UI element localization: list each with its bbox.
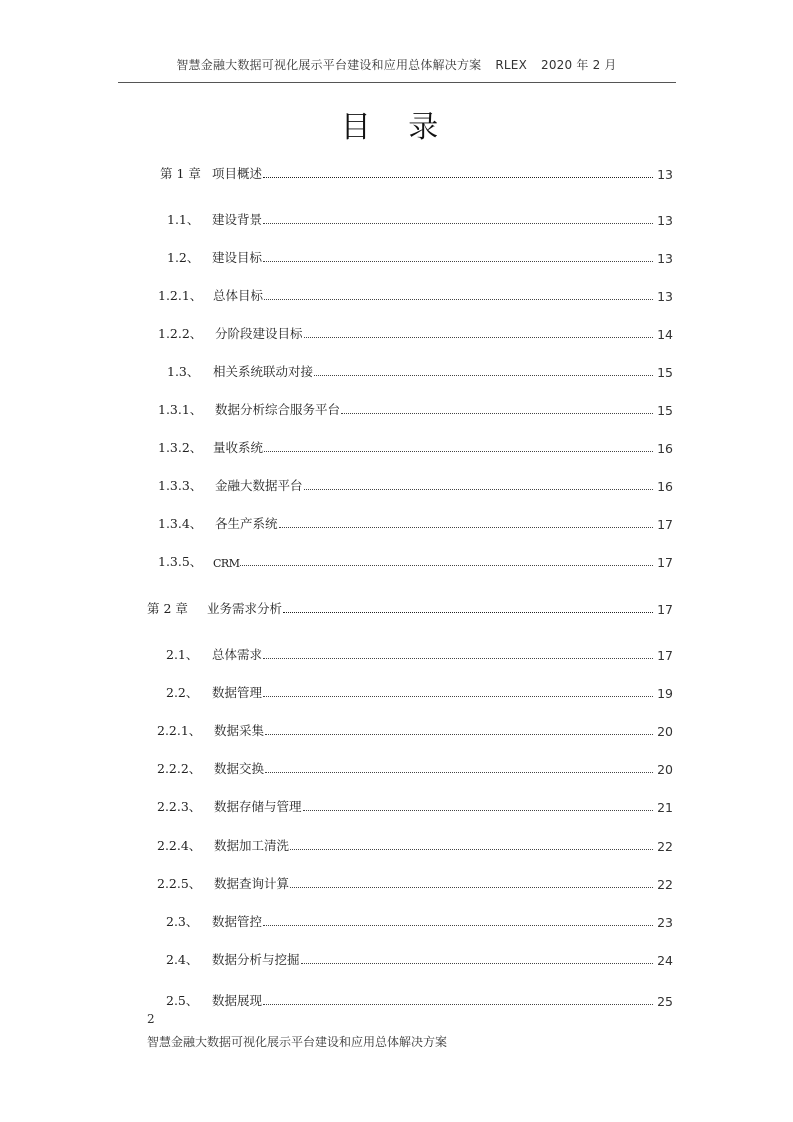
toc-entry-page: 15 [657, 403, 673, 418]
toc-entry-1-3-5[interactable] [158, 552, 673, 570]
toc-leader-dots [301, 962, 654, 964]
toc-entry-page: 17 [657, 517, 673, 532]
toc-leader-dots [264, 450, 653, 452]
toc-entry-label: 总体目标 [213, 288, 264, 303]
toc-entry-label: 数据交换 [214, 761, 265, 776]
toc-entry-number: 2.5、 [166, 993, 199, 1008]
toc-entry-page: 17 [657, 555, 673, 570]
toc-entry-label: 项目概述 [212, 166, 263, 181]
toc-entry-1-3[interactable] [167, 362, 673, 380]
toc-leader-dots [263, 657, 653, 659]
toc-entry-number: 1.3.2、 [158, 440, 203, 455]
toc-entry-page: 23 [657, 915, 673, 930]
toc-entry-page: 24 [657, 953, 673, 968]
toc-entry-page: 25 [657, 994, 673, 1009]
toc-leader-dots [304, 488, 654, 490]
toc-leader-dots [303, 809, 654, 811]
toc-entry-chapter-2[interactable] [147, 599, 673, 617]
toc-entry-page: 17 [657, 648, 673, 663]
toc-entry-page: 13 [657, 213, 673, 228]
toc-entry-2-2-4[interactable] [157, 836, 673, 854]
toc-entry-label: 建设目标 [212, 250, 263, 265]
toc-entry-chapter-1[interactable] [160, 164, 673, 182]
toc-entry-page: 14 [657, 327, 673, 342]
toc-entry-2-1[interactable] [166, 645, 673, 663]
toc-entry-number: 2.2、 [166, 685, 199, 700]
toc-entry-2-2-3[interactable] [157, 797, 673, 815]
toc-entry-1-1[interactable] [167, 210, 673, 228]
toc-entry-label: 分阶段建设目标 [215, 326, 303, 341]
toc-entry-page: 16 [657, 441, 673, 456]
toc-entry-label: 相关系统联动对接 [213, 364, 314, 379]
toc-entry-number: 2.2.2、 [157, 761, 202, 776]
toc-leader-dots [263, 222, 653, 224]
toc-entry-label: 数据分析综合服务平台 [215, 402, 341, 417]
toc-entry-2-2-5[interactable] [157, 874, 673, 892]
toc-entry-number: 1.2.1、 [158, 288, 203, 303]
toc-entry-1-2-1[interactable] [158, 286, 673, 304]
toc-title: 目 录 [340, 110, 453, 145]
toc-entry-1-3-2[interactable] [158, 438, 673, 456]
toc-leader-dots [279, 526, 654, 528]
toc-entry-number: 1.3.1、 [158, 402, 203, 417]
toc-entry-label: 数据加工清洗 [214, 838, 290, 853]
toc-entry-page: 19 [657, 686, 673, 701]
footer-page-number: 2 [147, 1012, 155, 1026]
toc-leader-dots [263, 260, 653, 262]
toc-entry-label: 数据分析与挖掘 [212, 952, 300, 967]
toc-entry-number: 1.1、 [167, 212, 200, 227]
toc-entry-label: 数据管理 [212, 685, 263, 700]
toc-entry-page: 22 [657, 877, 673, 892]
toc-entry-label: CRM [213, 557, 240, 570]
toc-entry-page: 13 [657, 289, 673, 304]
toc-entry-number: 第 1 章 [160, 166, 201, 181]
toc-entry-number: 2.4、 [166, 952, 199, 967]
toc-entry-label: 数据管控 [212, 914, 263, 929]
toc-entry-2-3[interactable] [166, 912, 673, 930]
toc-entry-page: 13 [657, 167, 673, 182]
toc-entry-number: 2.1、 [166, 647, 199, 662]
toc-entry-1-3-4[interactable] [158, 514, 673, 532]
toc-entry-1-2[interactable] [167, 248, 673, 266]
toc-entry-page: 20 [657, 724, 673, 739]
footer-title: 智慧金融大数据可视化展示平台建设和应用总体解决方案 [147, 1035, 448, 1049]
toc-entry-2-2-1[interactable] [157, 721, 673, 739]
toc-leader-dots [341, 412, 653, 414]
toc-entry-number: 2.2.4、 [157, 838, 202, 853]
toc-entry-1-3-1[interactable] [158, 400, 673, 418]
toc-leader-dots [263, 1003, 653, 1005]
toc-entry-2-2[interactable] [166, 683, 673, 701]
header-brand: RLEX [495, 58, 528, 72]
toc-entry-2-5[interactable] [166, 991, 673, 1009]
toc-entry-number: 1.2、 [167, 250, 200, 265]
toc-leader-dots [240, 564, 653, 566]
toc-entry-page: 17 [657, 602, 673, 617]
toc-entry-page: 15 [657, 365, 673, 380]
toc-leader-dots [265, 771, 653, 773]
toc-entry-2-4[interactable] [166, 950, 673, 968]
toc-entry-label: 建设背景 [212, 212, 263, 227]
toc-entry-number: 1.2.2、 [158, 326, 203, 341]
toc-entry-number: 2.3、 [166, 914, 199, 929]
toc-entry-page: 21 [657, 800, 673, 815]
toc-entry-number: 1.3、 [167, 364, 200, 379]
toc-entry-page: 20 [657, 762, 673, 777]
toc-leader-dots [314, 374, 653, 376]
toc-entry-page: 16 [657, 479, 673, 494]
toc-entry-page: 13 [657, 251, 673, 266]
toc-leader-dots [290, 886, 653, 888]
toc-entry-1-3-3[interactable] [158, 476, 673, 494]
toc-entry-label: 业务需求分析 [207, 601, 283, 616]
toc-entry-number: 2.2.1、 [157, 723, 202, 738]
toc-entry-label: 总体需求 [212, 647, 263, 662]
toc-entry-label: 数据查询计算 [214, 876, 290, 891]
toc-leader-dots [263, 176, 653, 178]
toc-entry-number: 1.3.5、 [158, 554, 203, 569]
toc-entry-number: 2.2.3、 [157, 799, 202, 814]
header-title: 智慧金融大数据可视化展示平台建设和应用总体解决方案 [176, 58, 482, 72]
toc-entry-label: 数据存储与管理 [214, 799, 302, 814]
toc-leader-dots [304, 336, 654, 338]
toc-leader-dots [290, 848, 653, 850]
header-date: 2020 年 2 月 [541, 58, 617, 72]
toc-entry-label: 数据采集 [214, 723, 265, 738]
running-header [0, 56, 793, 73]
toc-entry-1-2-2[interactable] [158, 324, 673, 342]
toc-entry-page: 22 [657, 839, 673, 854]
toc-leader-dots [265, 733, 653, 735]
toc-leader-dots [264, 298, 653, 300]
toc-leader-dots [283, 611, 653, 613]
toc-entry-2-2-2[interactable] [157, 759, 673, 777]
toc-entry-number: 第 2 章 [147, 601, 188, 616]
toc-entry-number: 2.2.5、 [157, 876, 202, 891]
toc-entry-label: 各生产系统 [215, 516, 278, 531]
header-divider [118, 82, 676, 83]
toc-leader-dots [263, 695, 653, 697]
toc-entry-label: 量收系统 [213, 440, 264, 455]
toc-entry-number: 1.3.3、 [158, 478, 203, 493]
toc-entry-label: 金融大数据平台 [215, 478, 303, 493]
toc-entry-label: 数据展现 [212, 993, 263, 1008]
toc-leader-dots [263, 924, 653, 926]
toc-entry-number: 1.3.4、 [158, 516, 203, 531]
